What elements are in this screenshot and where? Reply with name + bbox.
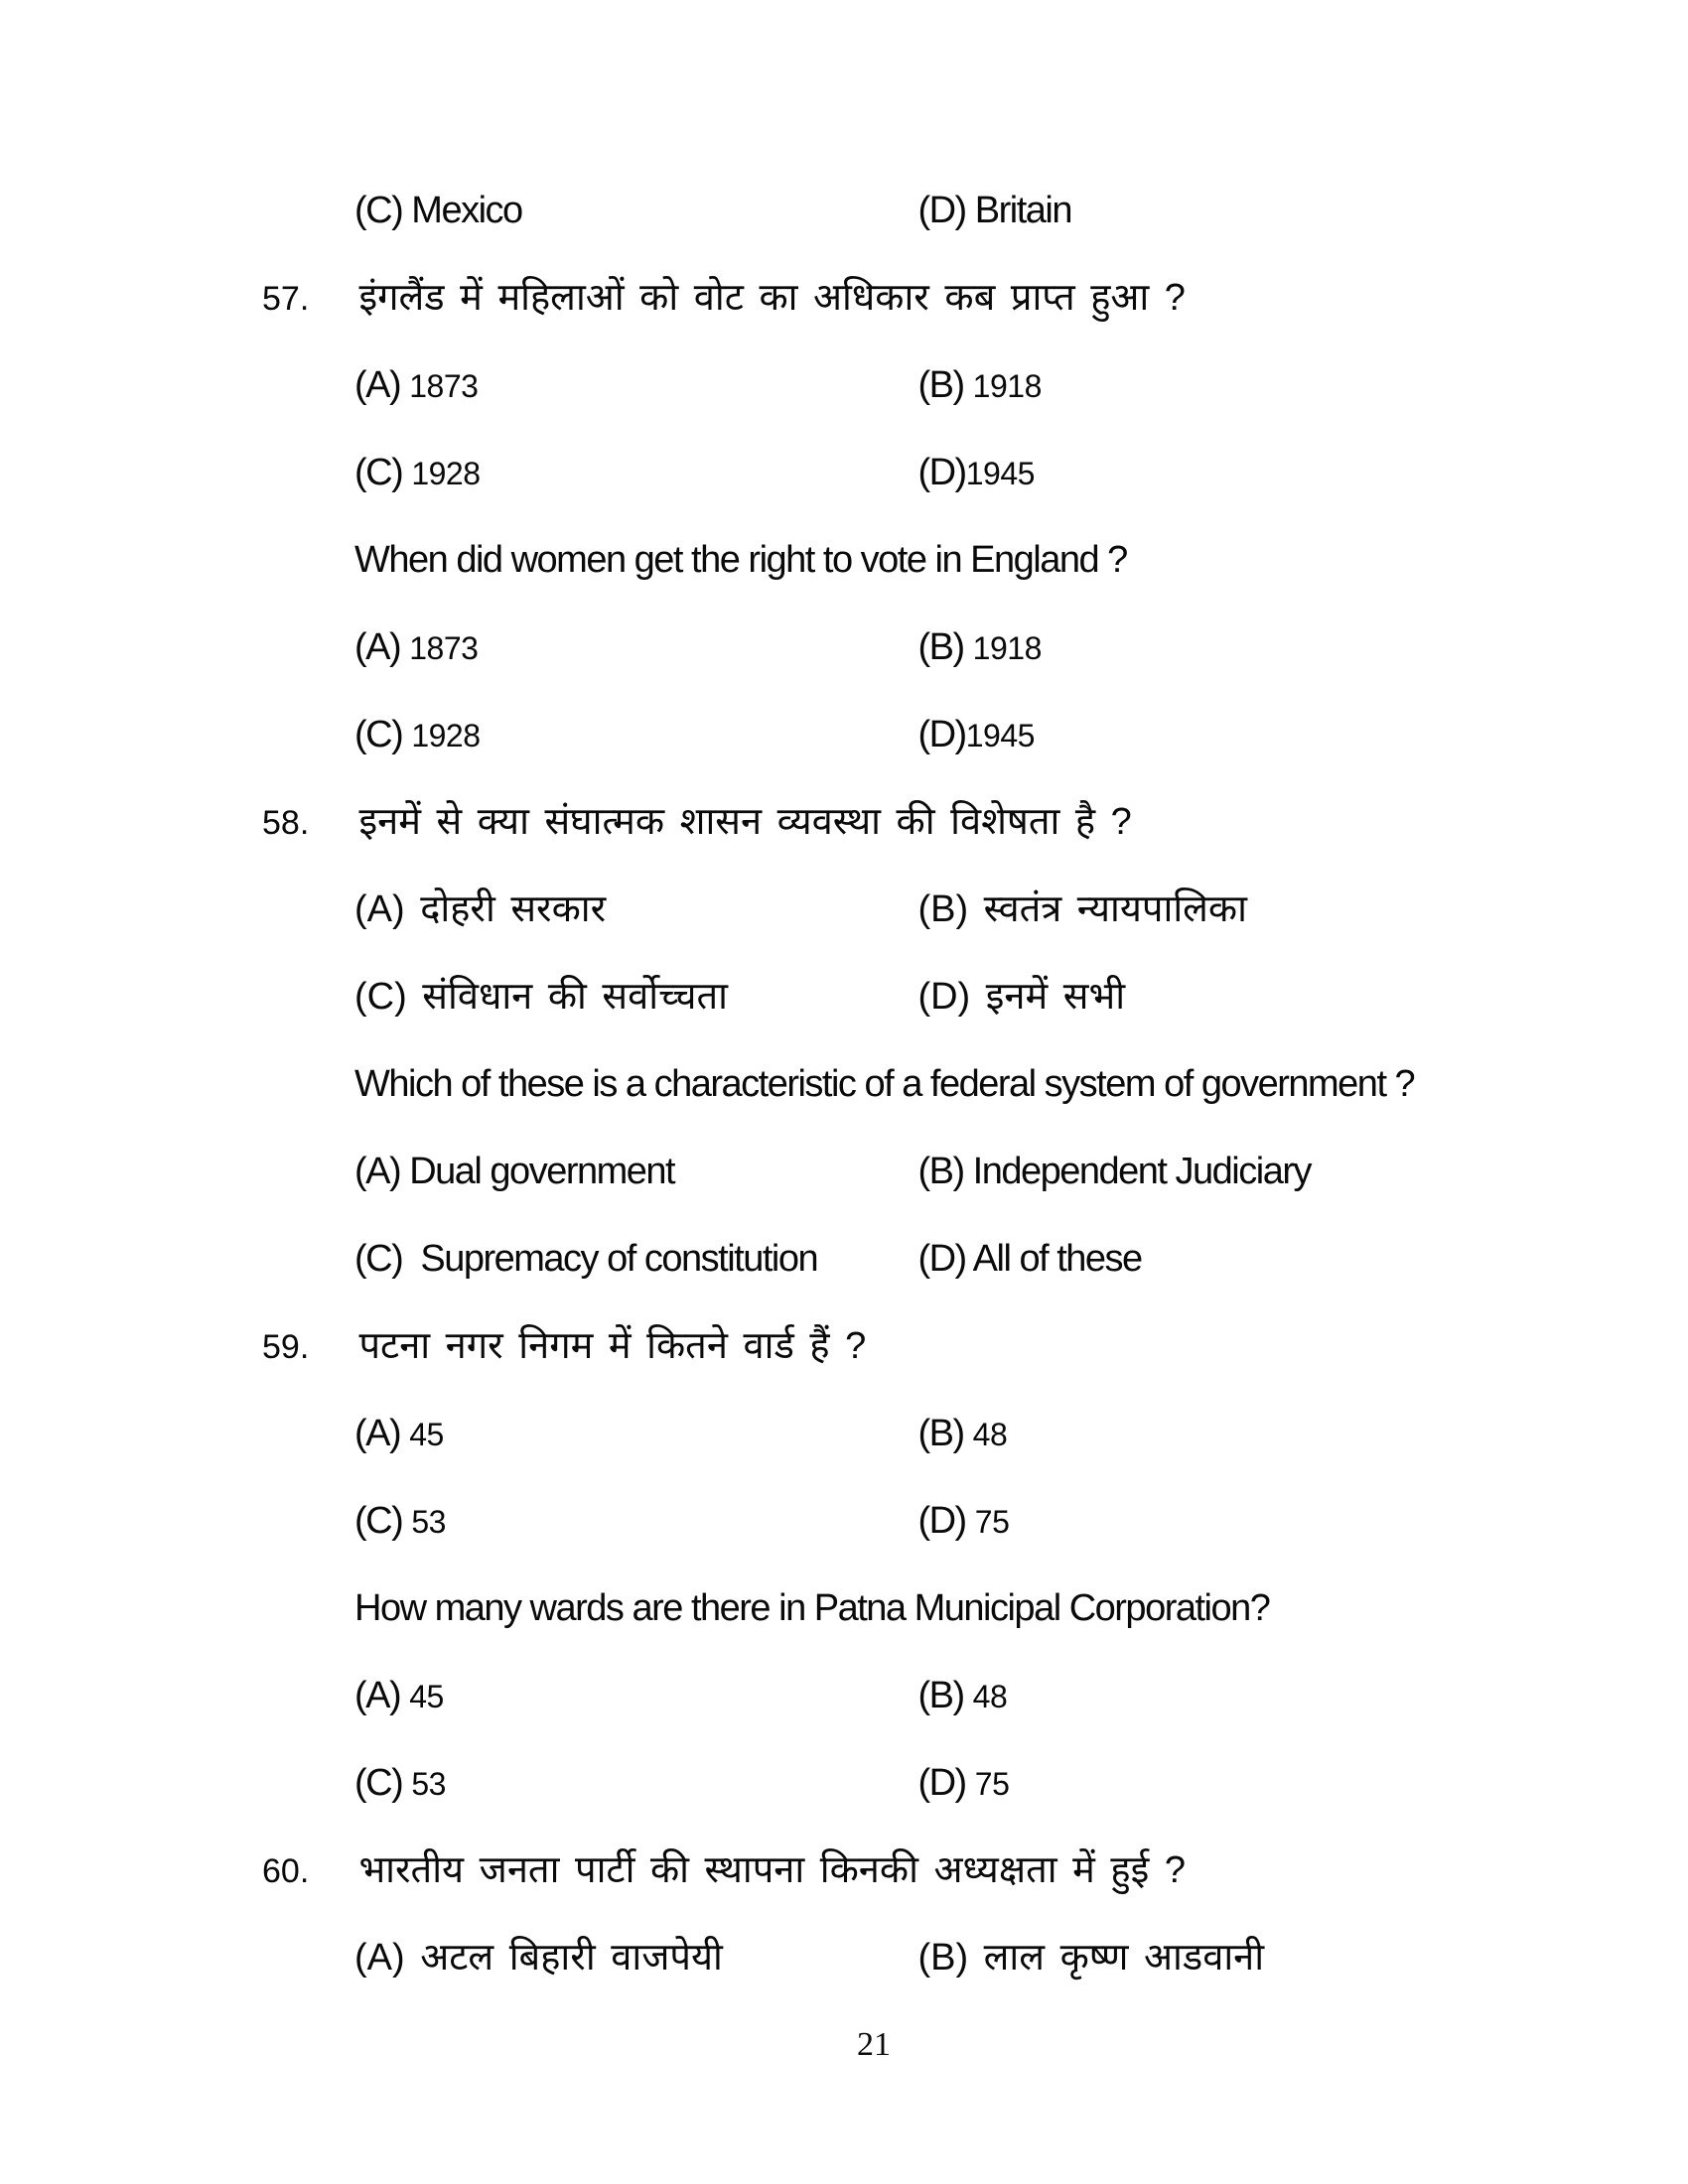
option-a: (A) Dual government bbox=[354, 1151, 675, 1192]
question-row bbox=[0, 800, 1688, 844]
options-row bbox=[0, 1761, 1688, 1805]
page-number: 21 bbox=[857, 2026, 891, 2063]
option-a: (A) दोहरी सरकार bbox=[354, 888, 607, 930]
option-a: (A) 45 bbox=[354, 1675, 444, 1716]
options-row bbox=[0, 1936, 1688, 1979]
carryover-options-row bbox=[0, 189, 1688, 232]
option-b: (B) 1918 bbox=[917, 626, 1042, 668]
question-row bbox=[0, 276, 1688, 320]
option-d: (D)1945 bbox=[917, 714, 1035, 755]
options-row bbox=[0, 363, 1688, 407]
option-a: (A) 1873 bbox=[354, 626, 479, 668]
option-c: (C) Mexico bbox=[354, 190, 522, 231]
option-d: (D)1945 bbox=[917, 452, 1035, 493]
question-text-english: When did women get the right to vote in England ? bbox=[354, 539, 1127, 581]
option-c: (C) 53 bbox=[354, 1500, 446, 1542]
option-b: (B) लाल कृष्ण आडवानी bbox=[917, 1937, 1265, 1979]
option-b: (B) Independent Judiciary bbox=[917, 1151, 1311, 1192]
option-a: (A) अटल बिहारी वाजपेयी bbox=[354, 1937, 723, 1979]
question-text-hindi: भारतीय जनता पार्टी की स्थापना किनकी अध्यक्षता में हुई ? bbox=[358, 1849, 1186, 1891]
question-number: 57. bbox=[262, 280, 310, 318]
options-row bbox=[0, 625, 1688, 669]
option-b: (B) स्वतंत्र न्यायपालिका bbox=[917, 888, 1247, 930]
question-number: 60. bbox=[262, 1852, 310, 1890]
question-row bbox=[0, 1848, 1688, 1892]
options-row bbox=[0, 1674, 1688, 1717]
option-c: (C) 1928 bbox=[354, 714, 481, 755]
english-question-row bbox=[0, 1586, 1688, 1630]
option-d: (D) 75 bbox=[917, 1762, 1010, 1804]
options-row bbox=[0, 1412, 1688, 1455]
options-row bbox=[0, 975, 1688, 1019]
question-row bbox=[0, 1324, 1688, 1368]
question-text-english: Which of these is a characteristic of a federal system of government ? bbox=[354, 1063, 1415, 1105]
question-text-hindi: इनमें से क्या संघात्मक शासन व्यवस्था की विशेषता है ? bbox=[358, 801, 1132, 843]
english-question-row bbox=[0, 1062, 1688, 1106]
options-row bbox=[0, 887, 1688, 931]
options-row bbox=[0, 713, 1688, 756]
option-b: (B) 1918 bbox=[917, 364, 1042, 406]
question-number: 59. bbox=[262, 1328, 310, 1366]
option-d: (D) 75 bbox=[917, 1500, 1010, 1542]
english-question-row bbox=[0, 538, 1688, 582]
options-row bbox=[0, 1237, 1688, 1281]
question-text-english: How many wards are there in Patna Municipal Corporation? bbox=[354, 1587, 1270, 1629]
options-row bbox=[0, 451, 1688, 494]
option-d: (D) इनमें सभी bbox=[917, 976, 1126, 1018]
option-a: (A) 45 bbox=[354, 1413, 444, 1454]
option-c: (C) 1928 bbox=[354, 452, 481, 493]
option-d: (D) All of these bbox=[917, 1238, 1142, 1280]
option-c: (C) संविधान की सर्वोच्चता bbox=[354, 976, 729, 1018]
question-number: 58. bbox=[262, 804, 310, 842]
question-text-hindi: इंगलैंड में महिलाओं को वोट का अधिकार कब प्राप्त हुआ ? bbox=[358, 277, 1186, 319]
option-c: (C) 53 bbox=[354, 1762, 446, 1804]
question-text-hindi: पटना नगर निगम में कितने वार्ड हैं ? bbox=[358, 1325, 867, 1367]
options-row bbox=[0, 1150, 1688, 1193]
option-d: (D) Britain bbox=[917, 190, 1071, 231]
option-c: (C) Supremacy of constitution bbox=[354, 1238, 818, 1280]
option-b: (B) 48 bbox=[917, 1413, 1008, 1454]
option-a: (A) 1873 bbox=[354, 364, 479, 406]
options-row bbox=[0, 1499, 1688, 1543]
option-b: (B) 48 bbox=[917, 1675, 1008, 1716]
